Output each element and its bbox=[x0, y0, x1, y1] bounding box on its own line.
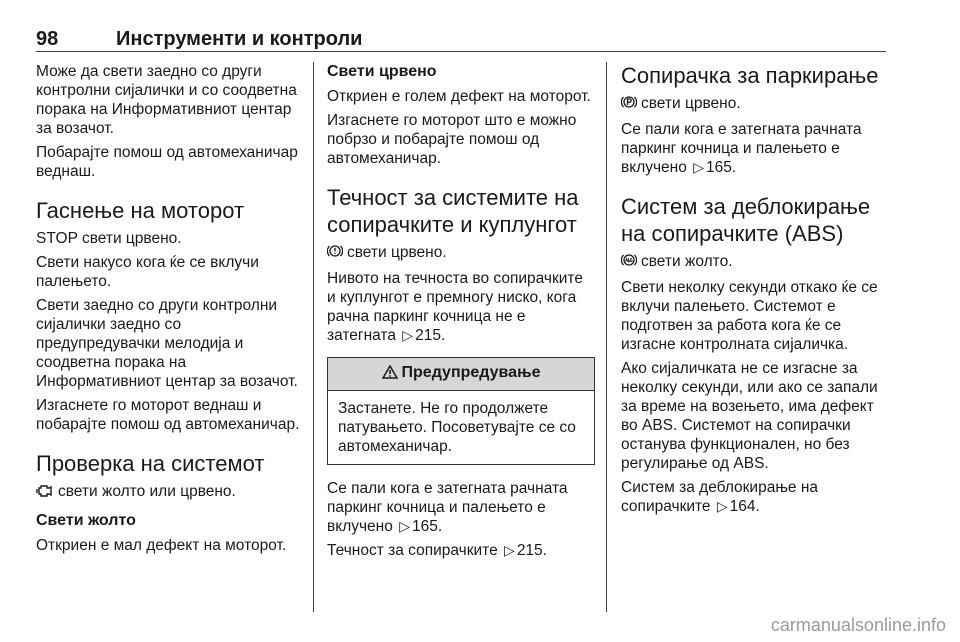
column-divider-1 bbox=[313, 62, 314, 612]
abs-icon bbox=[621, 252, 637, 273]
paragraph bbox=[36, 482, 304, 503]
paragraph bbox=[621, 94, 889, 115]
section-heading-parking-brake: Сопирачка за паркирање bbox=[621, 63, 879, 88]
paragraph-text: свети жолто. bbox=[641, 253, 733, 270]
paragraph bbox=[327, 541, 595, 560]
warning-box bbox=[327, 357, 595, 465]
column-3 bbox=[621, 62, 889, 521]
paragraph-text: Се пали кога е затегната рачната паркинг кочница и палењето е вклучено bbox=[621, 121, 862, 176]
paragraph: Може да свети заедно со други контролни сијалички и со соодветна порака на Информативниот центар за возачот. bbox=[36, 63, 297, 137]
column-2 bbox=[327, 62, 595, 565]
page-ref-arrow-icon: ▷ bbox=[399, 518, 410, 534]
page-reference[interactable]: 164. bbox=[729, 498, 760, 515]
page-ref-arrow-icon: ▷ bbox=[693, 159, 704, 175]
paragraph-text: Нивото на течноста во сопирачките и куплунгот е премногу ниско, кога рачна паркинг кочница не е затегната bbox=[327, 270, 583, 344]
warning-text: Застанете. Не го продолжете патувањето. Посоветувајте се со автомеханичар. bbox=[338, 400, 576, 455]
page-number: 98 bbox=[36, 28, 59, 50]
check-engine-icon bbox=[36, 484, 54, 503]
page-header bbox=[36, 28, 886, 52]
paragraph-text: свети жолто или црвено. bbox=[58, 483, 236, 500]
brake-warning-icon bbox=[327, 243, 343, 264]
paragraph: Ако сијаличката не се изгасне за неколку секунди, или ако се запали за време на возењето, има дефект во ABS. Системот на сопирачки останува функционален, но без регулирање од ABS. bbox=[621, 360, 878, 472]
section-heading-abs: Систем за деблокирање на сопирачките (ABS) bbox=[621, 194, 871, 246]
paragraph: STOP свети црвено. bbox=[36, 230, 182, 247]
paragraph: Свети неколку секунди откако ќе се вклучи палењето. Системот е подготвен за работа кога ќе се изгасне контролната сијаличка. bbox=[621, 279, 878, 353]
paragraph bbox=[327, 243, 595, 264]
paragraph: Свети накусо кога ќе се вклучи палењето. bbox=[36, 254, 259, 290]
section-heading-system-check: Проверка на системот bbox=[36, 451, 265, 476]
paragraph: Откриен е мал дефект на моторот. bbox=[36, 537, 287, 554]
paragraph bbox=[621, 478, 889, 516]
paragraph-text: Се пали кога е затегната рачната паркинг кочница и палењето е вклучено bbox=[327, 480, 568, 535]
page-ref-arrow-icon: ▷ bbox=[402, 327, 414, 343]
paragraph: Изгаснете го моторот веднаш и побарајте помош од автомеханичар. bbox=[36, 397, 300, 433]
paragraph bbox=[327, 479, 595, 536]
section-heading-engine-stop: Гаснење на моторот bbox=[36, 198, 245, 223]
column-1 bbox=[36, 62, 304, 560]
page-ref-arrow-icon: ▷ bbox=[716, 498, 728, 514]
section-heading-brake-fluid: Течност за системите на сопирачките и куплунгот bbox=[327, 185, 579, 237]
paragraph: Побарајте помош од автомеханичар веднаш. bbox=[36, 144, 298, 180]
watermark: carmanualsonline.info bbox=[770, 615, 946, 635]
paragraph: Откриен е голем дефект на моторот. bbox=[327, 88, 591, 105]
paragraph-text: Течност за сопирачките bbox=[327, 542, 498, 559]
header-divider bbox=[36, 51, 886, 52]
page-reference[interactable]: 165. bbox=[705, 159, 737, 176]
page-title: Инструменти и контроли bbox=[116, 28, 363, 50]
paragraph: Изгаснете го моторот што е можно побрзо и побарајте помош од автомеханичар. bbox=[327, 112, 577, 167]
paragraph-text: Систем за деблокирање на сопирачките bbox=[621, 479, 819, 515]
sub-heading-red: Свети црвено bbox=[327, 63, 437, 80]
warning-body bbox=[328, 391, 594, 464]
page-reference[interactable]: 215. bbox=[516, 542, 547, 559]
paragraph: Свети заедно со други контролни сијалички заедно со предупредувачки мелодија и соодветна порака на Информативниот центар за возачот. bbox=[36, 297, 298, 390]
page-reference[interactable]: 165. bbox=[411, 518, 443, 535]
warning-header bbox=[328, 358, 594, 391]
warning-title: Предупредување bbox=[401, 364, 541, 381]
parking-brake-icon bbox=[621, 94, 637, 115]
paragraph-text: свети црвено. bbox=[347, 244, 447, 261]
paragraph-text: свети црвено. bbox=[641, 95, 741, 112]
warning-triangle-icon bbox=[382, 365, 398, 384]
column-divider-2 bbox=[606, 62, 607, 612]
paragraph bbox=[327, 269, 595, 345]
page-reference[interactable]: 215. bbox=[415, 327, 446, 344]
paragraph bbox=[621, 120, 889, 177]
paragraph bbox=[621, 252, 889, 273]
sub-heading-yellow: Свети жолто bbox=[36, 512, 136, 529]
page-ref-arrow-icon: ▷ bbox=[504, 542, 515, 558]
